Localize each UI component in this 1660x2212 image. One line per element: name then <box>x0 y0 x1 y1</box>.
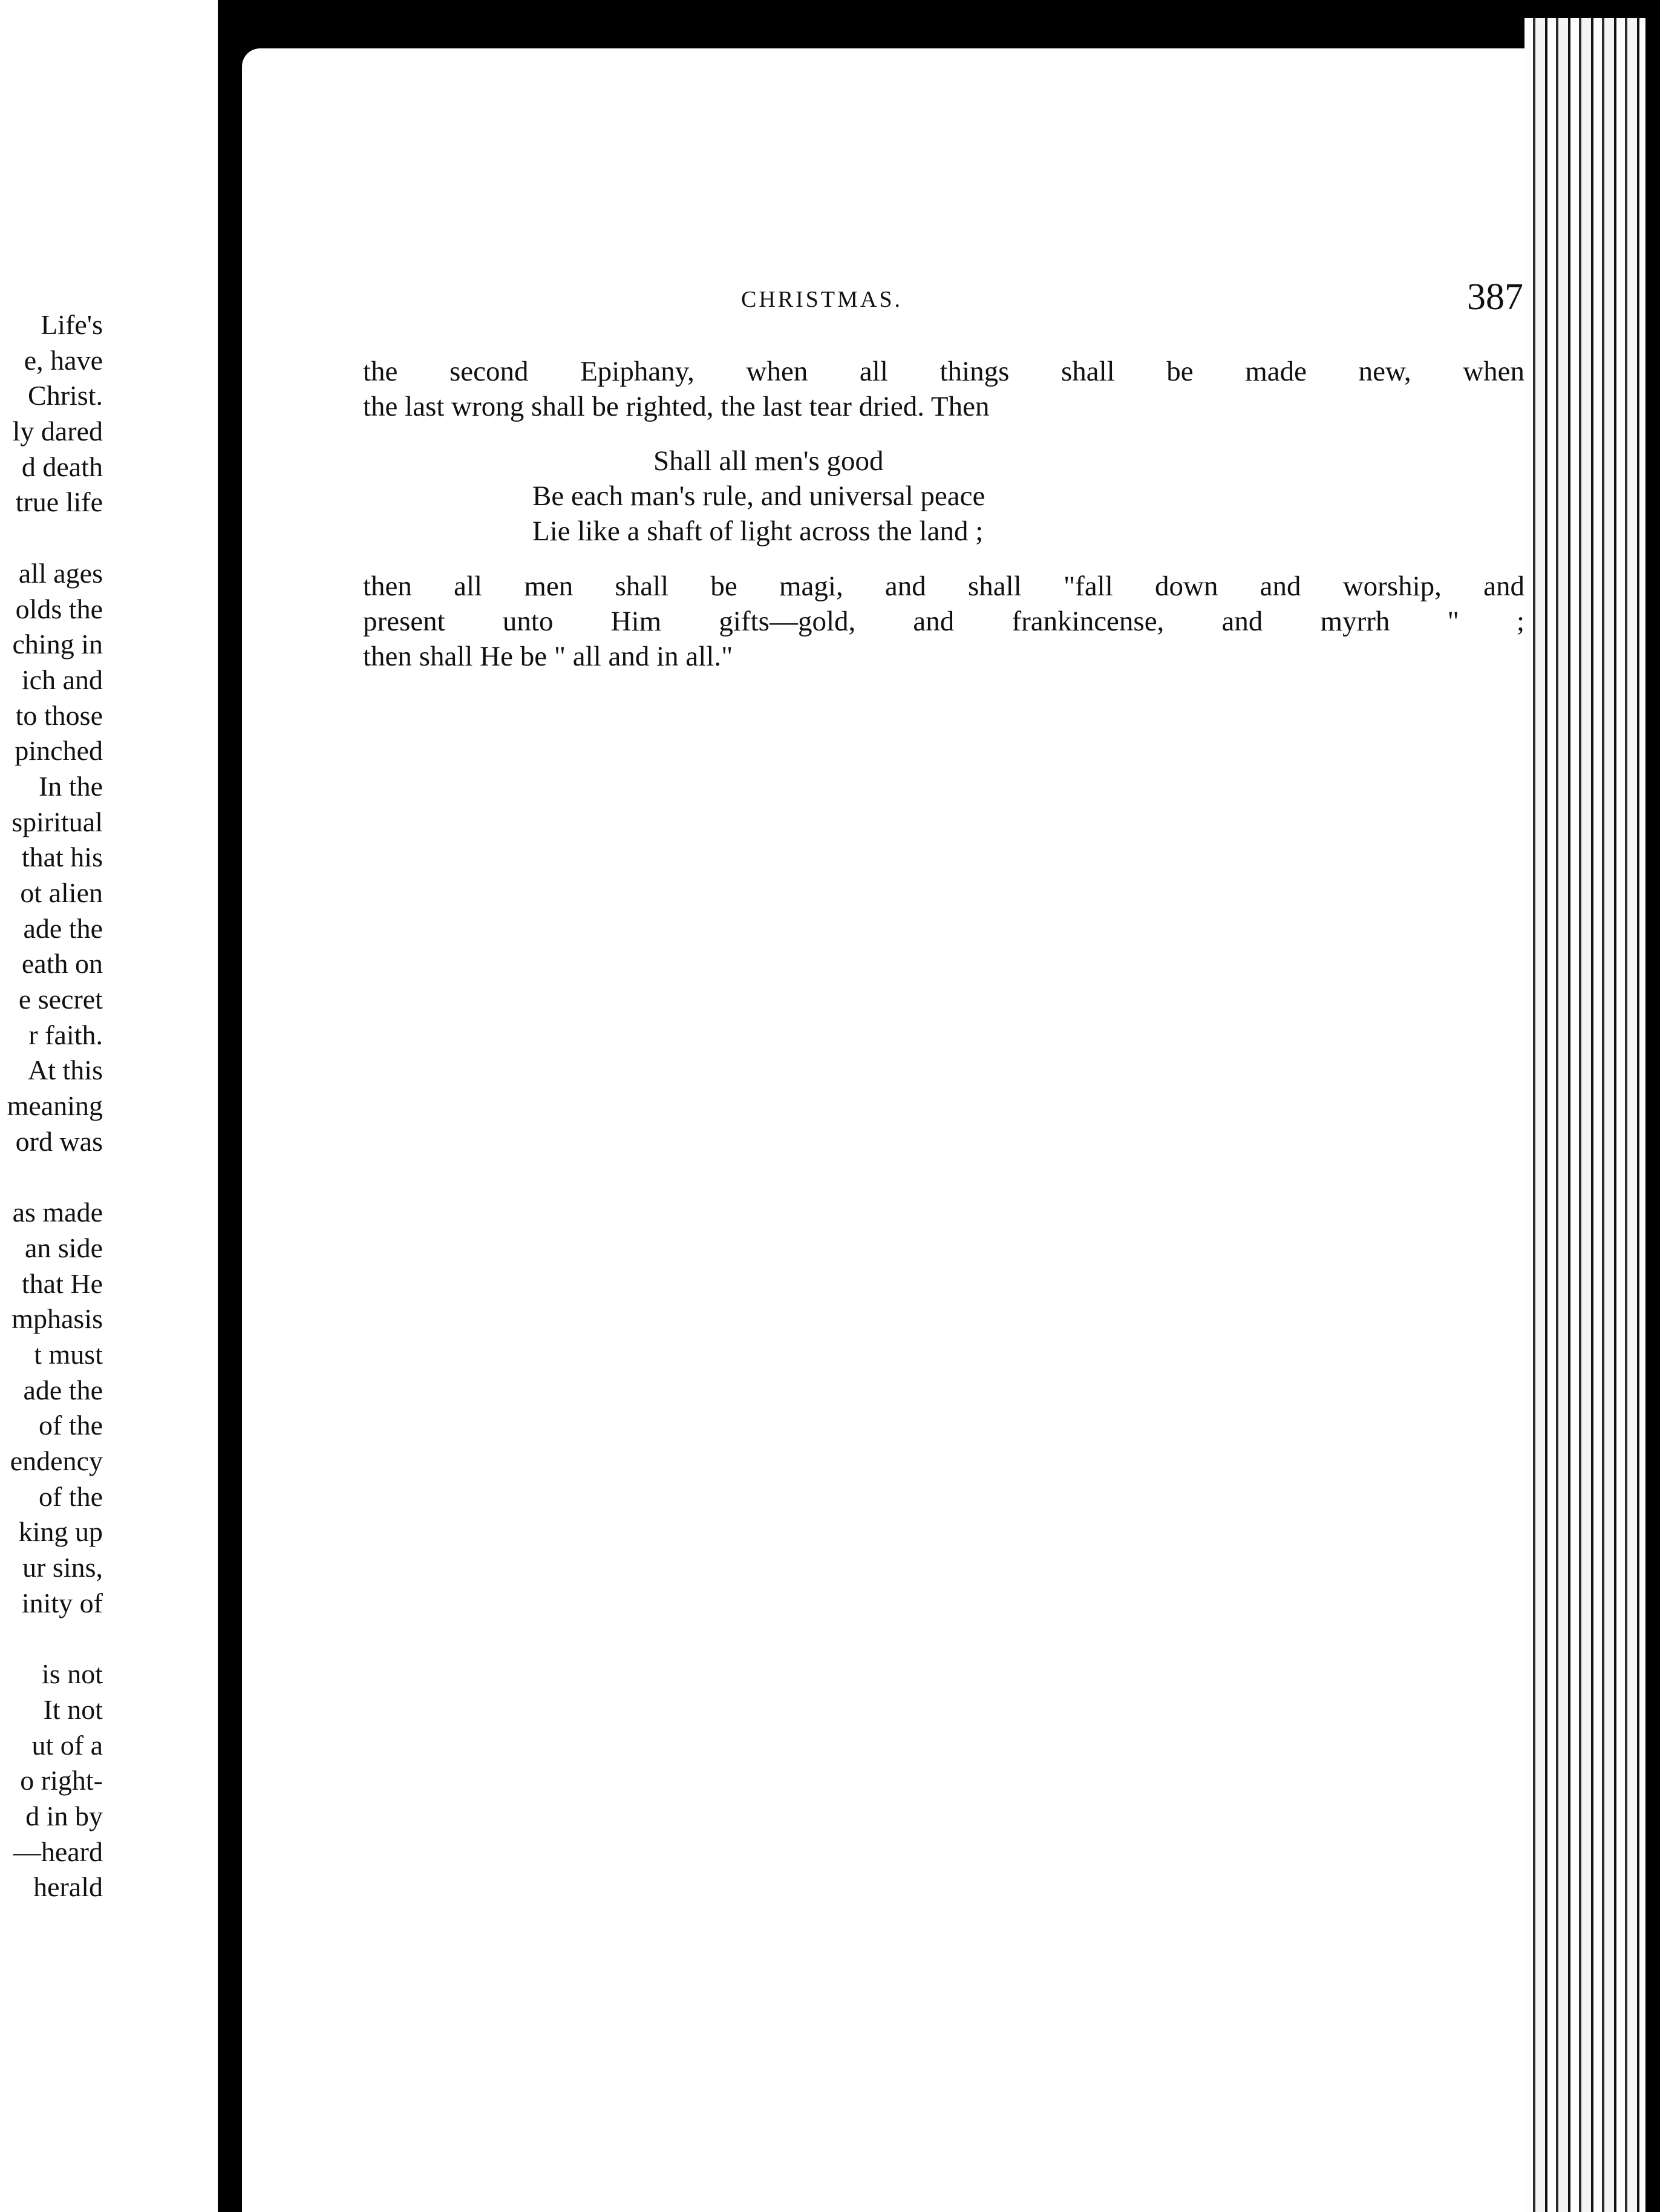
text-line: the last wrong shall be righted, the last tear dried. Then <box>363 391 990 422</box>
previous-page-line: Life's <box>41 309 103 340</box>
verse-line: Shall all men's good <box>653 445 884 477</box>
previous-page-line <box>7 1160 103 1196</box>
previous-page-line: At this <box>28 1055 103 1086</box>
previous-page-line: ich and <box>21 664 103 695</box>
page-number: 387 <box>1467 276 1523 318</box>
previous-page <box>0 0 218 2212</box>
previous-page-line: spiritual <box>11 806 103 837</box>
previous-page-line: as made <box>12 1197 103 1228</box>
previous-page-line: t must <box>34 1338 103 1370</box>
previous-page-line: that his <box>21 842 103 873</box>
previous-page-line: all ages <box>18 557 103 589</box>
verse-line: Be each man's rule, and universal peace <box>532 480 985 512</box>
previous-page-line: endency <box>10 1445 103 1476</box>
verse-quotation <box>532 443 985 549</box>
previous-page-line: d in by <box>25 1800 103 1831</box>
previous-page-line: ut of a <box>31 1729 103 1761</box>
previous-page-line: mphasis <box>11 1303 103 1335</box>
text-line: the second Epiphany, when all things shall be made new, when <box>363 356 1524 387</box>
previous-page-line: e, have <box>24 344 103 376</box>
running-title: CHRISTMAS. <box>741 287 903 312</box>
page-edges <box>1524 18 1660 2212</box>
previous-page-line: that He <box>21 1268 103 1299</box>
previous-page-line: —heard <box>13 1836 103 1867</box>
previous-page-line: o right- <box>20 1765 103 1796</box>
previous-page-line: ade the <box>23 1374 103 1405</box>
previous-page-line: ade the <box>23 912 103 944</box>
text-line: present unto Him gifts—gold, and frankincense, and myrrh " ; <box>363 606 1524 637</box>
previous-page-line: meaning <box>7 1090 103 1122</box>
previous-page-line: pinched <box>15 735 103 767</box>
previous-page-line: of the <box>38 1410 103 1441</box>
previous-page-line: olds the <box>15 593 103 624</box>
previous-page-line: d death <box>21 451 103 482</box>
previous-page-line: of the <box>38 1481 103 1512</box>
previous-page-line: an side <box>24 1232 103 1263</box>
previous-page-line: ord was <box>15 1125 103 1157</box>
previous-page-line: ly dared <box>12 416 103 447</box>
previous-page-line: herald <box>33 1871 103 1903</box>
previous-page-line: It not <box>43 1693 103 1725</box>
previous-page-line: to those <box>15 699 103 731</box>
previous-page-line: inity of <box>21 1587 103 1618</box>
book-page <box>242 48 1549 2212</box>
previous-page-line: e secret <box>18 984 103 1015</box>
previous-page-line: is not <box>42 1658 103 1690</box>
previous-page-line: king up <box>18 1516 103 1548</box>
paragraph-2 <box>363 569 1524 674</box>
text-line: then all men shall be magi, and shall "fall down and worship, and <box>363 571 1524 602</box>
text-line: then shall He be " all and in all." <box>363 641 733 672</box>
previous-page-line: eath on <box>21 948 103 980</box>
previous-page-line: In the <box>38 770 103 802</box>
previous-page-line: true life <box>15 486 103 518</box>
previous-page-line: ot alien <box>20 877 103 908</box>
previous-page-line: ur sins, <box>22 1552 103 1583</box>
previous-page-line <box>7 520 103 556</box>
previous-page-line: ching in <box>12 629 103 660</box>
previous-page-line: r faith. <box>28 1019 103 1050</box>
previous-page-line <box>7 1621 103 1657</box>
book-gutter <box>218 0 242 2212</box>
paragraph-1 <box>363 354 1524 424</box>
previous-page-text <box>7 307 103 1905</box>
previous-page-line: Christ. <box>28 380 103 411</box>
verse-line: Lie like a shaft of light across the land ; <box>532 515 984 547</box>
